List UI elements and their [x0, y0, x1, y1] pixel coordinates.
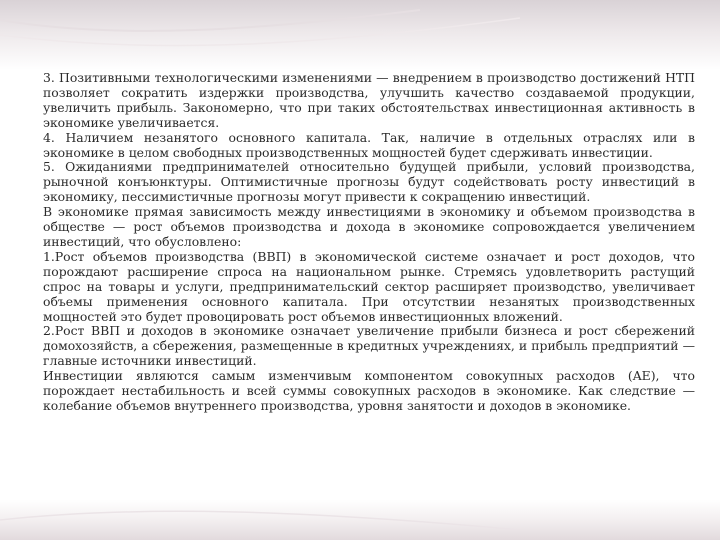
paragraph-reason-2: 2.Рост ВВП и доходов в экономике означает увеличение прибыли бизнеса и рост сбережений домохозяйств, а сбережения, размещенные в кредитных учреждениях, и прибыль предприятий — главные источники инвестиций.: [43, 323, 695, 369]
paragraph-dependence: В экономике прямая зависимость между инвестициями в экономику и объемом производства в обществе — рост объемов производства и дохода в экономике сопровождается увеличением инвестиций, что обусловлено:: [43, 204, 695, 249]
paragraph-factor-5: 5. Ожиданиями предпринимателей относительно будущей прибыли, условий производства, рыночной конъюнктуры. Оптимистичные прогнозы будут содействовать росту инвестиций в экономику, пессимистичные прогнозы могут привести к сокращению инвестиций.: [43, 159, 695, 205]
paragraph-factor-3: 3. Позитивными технологическими изменениями — внедрением в производство достижений НТП позволяет сократить издержки производства, улучшить качество создаваемой продукции, увеличить прибыль. Закономерно, что при таких обстоятельствах инвестиционная активность в экономике увеличивается.: [43, 70, 695, 130]
paragraph-volatility: Инвестиции являются самым изменчивым компонентом совокупных расходов (AE), что порождает нестабильность и всей суммы совокупных расходов в экономике. Как следствие — колебание объемов внутреннего производства, уровня занятости и доходов в экономике.: [43, 368, 695, 413]
paragraph-factor-4: 4. Наличием незанятого основного капитала. Так, наличие в отдельных отраслях или в экономике в целом свободных производственных мощностей будет сдерживать инвестиции.: [43, 129, 695, 160]
slide-body-text: [43, 71, 695, 414]
paragraph-reason-1: 1.Рост объемов производства (ВВП) в экономической системе означает и рост доходов, что порождают расширение спроса на национальном рынке. Стремясь удовлетворить растущий спрос на товары и услуги, предпринимательский сектор расширяет производство, увеличивает объемы применения основного капитала. При отсутствии незанятых производственных мощностей это будет провоцировать рост объемов инвестиционных вложений.: [43, 248, 695, 324]
